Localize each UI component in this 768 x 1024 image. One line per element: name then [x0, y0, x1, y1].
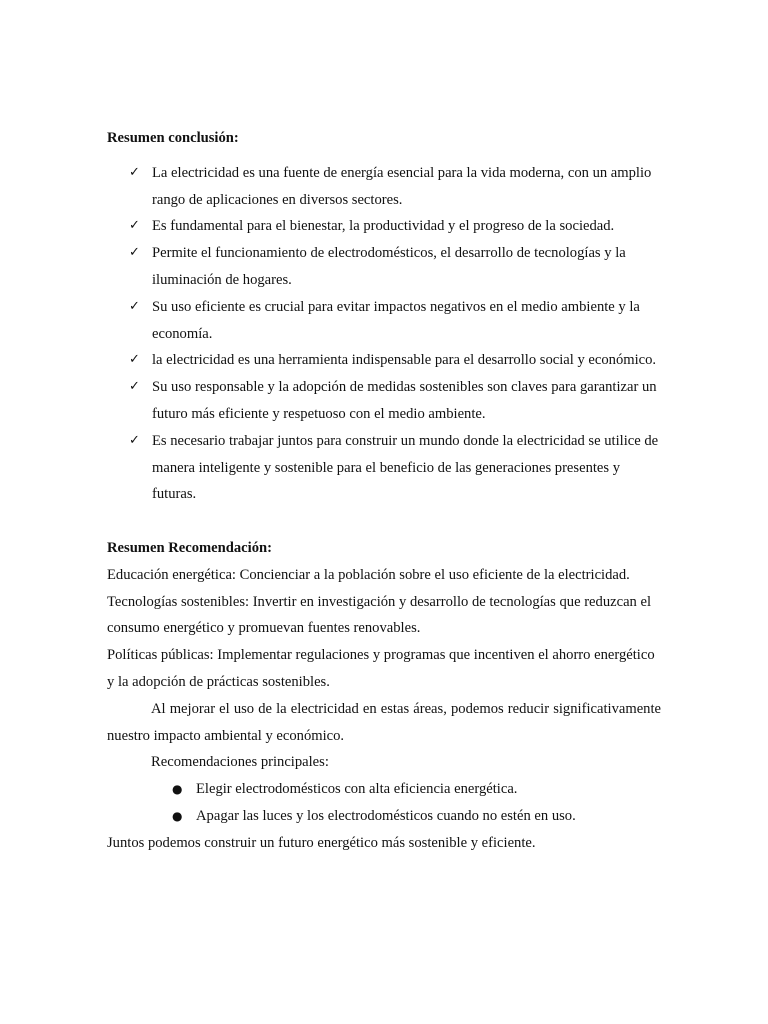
list-item	[107, 776, 661, 803]
list-item	[107, 374, 661, 428]
main-recommendations-label: Recomendaciones principales:	[151, 754, 329, 771]
recommendation-paragraph: Políticas públicas: Implementar regulaciones y programas que incentiven el ahorro energético y la adopción de prácticas sostenibles.	[107, 647, 655, 690]
document-content	[107, 125, 661, 857]
list-item	[107, 160, 661, 214]
closing-sentence: Juntos podemos construir un futuro energético más sostenible y eficiente.	[107, 834, 536, 851]
list-item-text: Es necesario trabajar juntos para construir un mundo donde la electricidad se utilice de manera inteligente y sostenible para el beneficio de las generaciones presentes y futuras.	[152, 432, 659, 503]
bullet-dot-icon: ●	[172, 782, 183, 797]
bullet-dot-icon: ●	[172, 808, 183, 823]
list-item	[107, 347, 661, 374]
check-mark-icon: ✓	[129, 432, 140, 448]
section-spacer	[107, 508, 661, 535]
list-item	[107, 428, 661, 508]
list-item-text: Su uso eficiente es crucial para evitar impactos negativos en el medio ambiente y la economía.	[152, 298, 640, 342]
conclusion-heading: Resumen conclusión:	[107, 130, 239, 146]
improvement-paragraph: Al mejorar el uso de la electricidad en estas áreas, podemos reducir significativamente nuestro impacto ambiental y económico.	[107, 700, 661, 744]
check-mark-icon: ✓	[129, 352, 140, 368]
list-item-text: Permite el funcionamiento de electrodomésticos, el desarrollo de tecnologías y la iluminación de hogares.	[152, 245, 626, 288]
list-item-text: Su uso responsable y la adopción de medidas sostenibles son claves para garantizar un futuro más eficiente y respetuoso con el medio ambiente.	[152, 379, 657, 422]
recommendation-paragraph: Tecnologías sostenibles: Invertir en investigación y desarrollo de tecnologías que reduzcan el consumo energético y promuevan fuentes renovables.	[107, 593, 652, 637]
list-item	[107, 294, 661, 348]
list-item-text: Elegir electrodomésticos con alta eficiencia energética.	[196, 781, 518, 798]
list-item-text: la electricidad es una herramienta indispensable para el desarrollo social y económico.	[152, 352, 657, 369]
recommendation-paragraph: Educación energética: Concienciar a la población sobre el uso eficiente de la electricidad.	[107, 566, 630, 583]
list-item-text: La electricidad es una fuente de energía esencial para la vida moderna, con un amplio rango de aplicaciones en diversos sectores.	[152, 164, 652, 208]
list-item	[107, 213, 661, 240]
list-item	[107, 803, 661, 830]
check-mark-icon: ✓	[129, 218, 140, 234]
list-item	[107, 240, 661, 294]
conclusion-list	[107, 160, 661, 508]
recommendation-bullets	[107, 776, 661, 830]
recommendation-heading: Resumen Recomendación:	[107, 539, 272, 556]
check-mark-icon: ✓	[129, 245, 140, 261]
check-mark-icon: ✓	[129, 298, 140, 314]
list-item-text: Apagar las luces y los electrodomésticos cuando no estén en uso.	[196, 807, 576, 824]
check-mark-icon: ✓	[129, 164, 140, 180]
check-mark-icon: ✓	[129, 379, 140, 395]
list-item-text: Es fundamental para el bienestar, la productividad y el progreso de la sociedad.	[152, 218, 615, 235]
